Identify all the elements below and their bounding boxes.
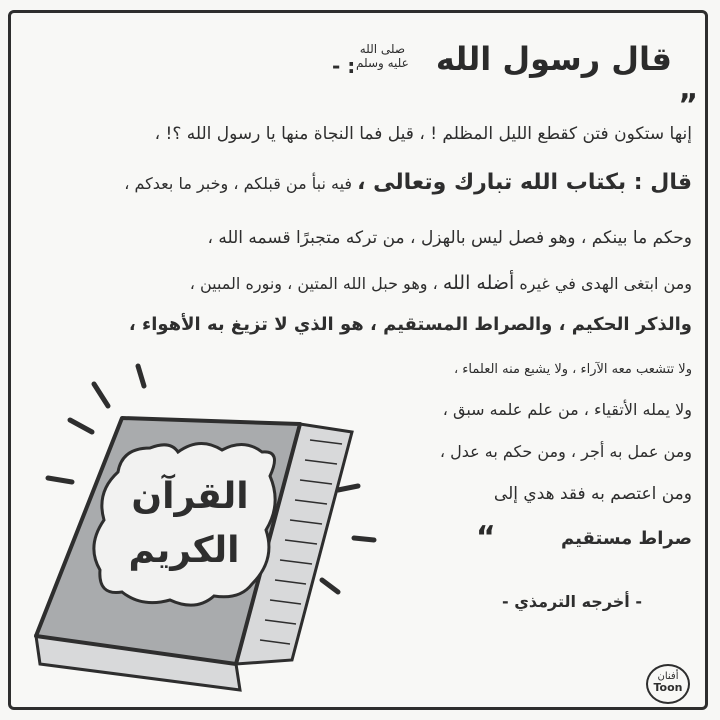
logo-english: Toon — [653, 681, 683, 694]
hadith-line-5: والذكر الحكيم ، والصراط المستقيم ، هو الذي لا تزيغ به الأهواء ، — [128, 314, 692, 335]
hadith-line-9: ومن اعتصم به فقد هدي إلى — [493, 484, 692, 504]
book-title-line1: القرآن — [131, 476, 249, 517]
hadith-line-6: ولا تتشعب معه الآراء ، ولا يشبع منه العلماء ، — [453, 362, 692, 377]
hadith-source: - أخرجه الترمذي - — [502, 592, 642, 611]
open-quote-mark: ” — [678, 88, 698, 123]
hadith-line-4 — [190, 272, 692, 294]
hadith-line-4-b: ، وهو حبل الله المتين ، ونوره المبين ، — [189, 274, 443, 293]
hadith-line-3: وحكم ما بينكم ، وهو فصل ليس بالهزل ، من تركه متجبرًا قسمه الله ، — [207, 228, 692, 248]
hadith-line-2-rest: فيه نبأ من قبلكم ، وخبر ما بعدكم ، — [124, 174, 358, 193]
title-colon: - : — [332, 54, 356, 78]
salla-top: صلى الله — [359, 42, 406, 56]
book-cover-label — [94, 443, 275, 605]
hadith-line-4-emphasis: أضله الله — [442, 272, 515, 294]
book-title-line2: الكريم — [128, 530, 240, 571]
afnan-toon-logo — [646, 664, 690, 704]
salla-honorific — [356, 42, 409, 70]
salla-bottom: عليه وسلم — [356, 56, 409, 70]
hadith-line-4-a: ومن ابتغى الهدى في غيره — [514, 274, 692, 293]
page-title: قال رسول الله — [435, 40, 672, 78]
hadith-line-8: ومن عمل به أجر ، ومن حكم به عدل ، — [439, 442, 692, 461]
hadith-line-2-emphasis: قال : بكتاب الله تبارك وتعالى ، — [357, 170, 692, 195]
close-quote-mark: “ — [476, 520, 496, 555]
hadith-line-2 — [124, 170, 692, 195]
logo-arabic: أفنان — [657, 671, 679, 682]
hadith-line-7: ولا يمله الأتقياء ، من علم علمه سبق ، — [442, 400, 692, 419]
hadith-line-1: إنها ستكون فتن كقطع الليل المظلم ! ، قيل فما النجاة منها يا رسول الله ؟! ، — [154, 124, 692, 144]
hadith-line-10: صراط مستقيم — [561, 528, 692, 549]
